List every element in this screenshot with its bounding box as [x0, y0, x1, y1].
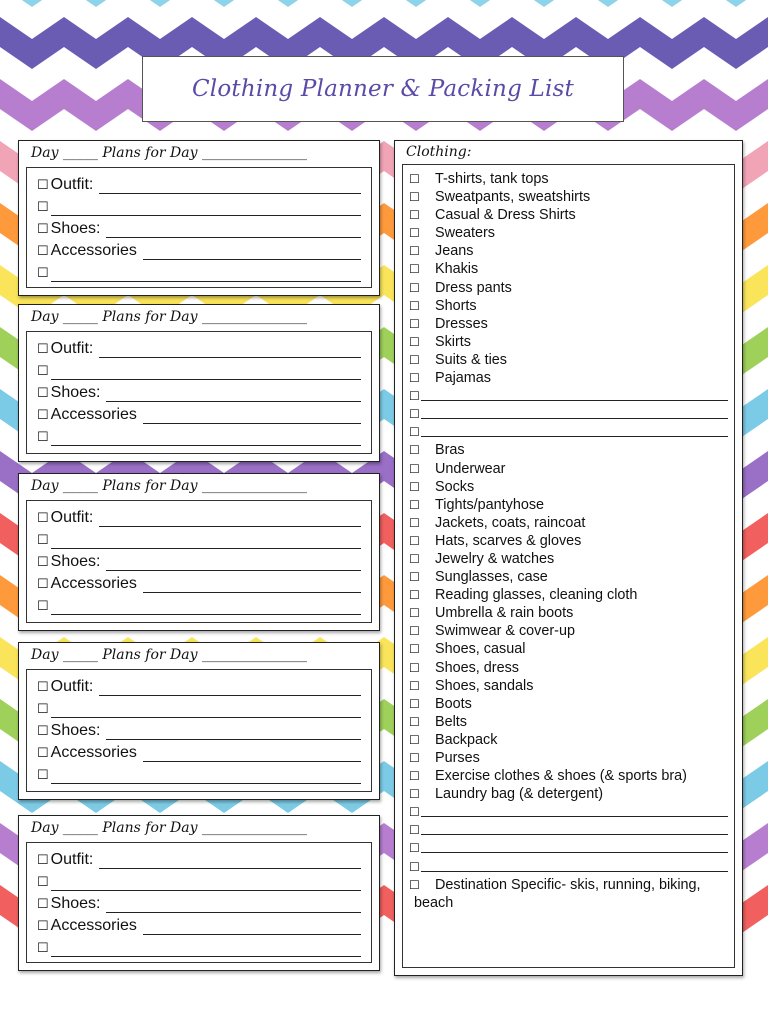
write-in-line[interactable] — [51, 597, 361, 615]
checkbox-icon[interactable]: ☐ — [37, 767, 49, 782]
day-plan-header[interactable]: Day _____ Plans for Day _______________ — [31, 145, 307, 161]
checkbox-icon[interactable]: ☐ — [37, 265, 49, 280]
clothing-item — [409, 731, 728, 749]
clothing-item — [409, 749, 728, 767]
clothing-item-label: Purses — [435, 750, 480, 766]
clothing-item — [409, 695, 728, 713]
write-in-line[interactable] — [51, 428, 361, 446]
write-in-line[interactable] — [51, 873, 361, 891]
clothing-item-label: Exercise clothes & shoes (& sports bra) — [435, 768, 687, 785]
clothing-item — [409, 550, 728, 568]
checkbox-icon[interactable]: ☐ — [409, 714, 420, 729]
checkbox-icon[interactable]: ☐ — [409, 877, 420, 892]
write-in-line[interactable] — [106, 553, 361, 571]
write-in-line[interactable] — [51, 531, 361, 549]
clothing-item — [409, 677, 728, 695]
checkbox-icon[interactable]: ☐ — [409, 787, 420, 802]
clothing-item-label: Suits & ties — [435, 351, 507, 368]
write-in-line[interactable] — [51, 939, 361, 957]
clothing-item-continuation: beach — [414, 894, 454, 911]
checkbox-icon[interactable]: ☐ — [37, 429, 49, 444]
write-in-line[interactable] — [99, 851, 361, 869]
row-label: Accessories — [50, 744, 137, 761]
row-label: Shoes: — [50, 384, 101, 401]
row-label: Shoes: — [50, 553, 101, 570]
checkbox-icon[interactable]: ☐ — [409, 732, 420, 747]
clothing-item-label: Tights/pantyhose — [435, 496, 545, 513]
checkbox-icon[interactable]: ☐ — [37, 576, 49, 591]
day-plan-header[interactable]: Day _____ Plans for Day _______________ — [31, 309, 307, 325]
clothing-item — [409, 224, 728, 242]
day-plan-row — [37, 380, 361, 402]
checkbox-icon[interactable]: ☐ — [409, 823, 420, 838]
day-plan-row — [37, 935, 361, 957]
day-plan-row — [37, 847, 361, 869]
clothing-item — [409, 369, 728, 387]
day-plan-box — [26, 500, 372, 623]
clothing-header: Clothing: — [406, 144, 472, 160]
clothing-item-label: Underwear — [435, 460, 506, 477]
day-plan-box — [26, 331, 372, 454]
clothing-item-label: Sweaters — [435, 225, 495, 242]
day-plan-row — [37, 718, 361, 740]
clothing-item-label: Backpack — [435, 731, 498, 748]
write-in-line[interactable] — [106, 220, 361, 238]
checkbox-icon[interactable]: ☐ — [409, 262, 420, 277]
day-plan-row — [37, 593, 361, 615]
checkbox-icon[interactable]: ☐ — [409, 751, 420, 765]
clothing-item-label: Casual & Dress Shirts — [435, 207, 576, 224]
clothing-blank-item — [409, 387, 728, 405]
checkbox-icon[interactable]: ☐ — [409, 208, 420, 223]
clothing-item-label: Shoes, dress — [435, 659, 519, 676]
checkbox-icon[interactable]: ☐ — [37, 363, 49, 378]
checkbox-icon[interactable]: ☐ — [409, 389, 420, 404]
row-label: Accessories — [50, 242, 137, 259]
day-plan-box — [26, 669, 372, 792]
row-label: Outfit: — [50, 678, 94, 695]
write-in-line[interactable] — [421, 405, 728, 419]
write-in-line[interactable] — [51, 362, 361, 380]
day-plan-row — [37, 238, 361, 260]
clothing-panel — [394, 140, 743, 976]
write-in-line[interactable] — [421, 387, 728, 401]
write-in-line[interactable] — [99, 678, 361, 696]
clothing-item — [409, 297, 728, 315]
row-label: Outfit: — [50, 176, 94, 193]
write-in-line[interactable] — [51, 198, 361, 216]
chevron-stripe — [0, 0, 768, 7]
checkbox-icon[interactable]: ☐ — [409, 533, 420, 548]
clothing-item-label: Sunglasses, case — [435, 569, 548, 586]
write-in-line[interactable] — [421, 803, 728, 817]
clothing-item-label: Laundry bag (& detergent) — [435, 786, 604, 803]
clothing-item — [409, 496, 728, 514]
row-label: Shoes: — [50, 220, 101, 237]
write-in-line[interactable] — [143, 744, 361, 762]
write-in-line[interactable] — [421, 423, 728, 437]
row-label: Outfit: — [50, 851, 94, 868]
checkbox-icon[interactable]: ☐ — [37, 745, 49, 760]
day-plan-row — [37, 402, 361, 424]
clothing-item-label: Sweatpants, sweatshirts — [435, 189, 591, 206]
checkbox-icon[interactable]: ☐ — [409, 352, 420, 367]
day-plan-row — [37, 762, 361, 784]
checkbox-icon[interactable]: ☐ — [37, 723, 49, 738]
checkbox-icon[interactable]: ☐ — [409, 425, 420, 440]
clothing-item — [409, 604, 728, 622]
checkbox-icon[interactable]: ☐ — [409, 443, 420, 458]
clothing-item — [409, 170, 728, 188]
clothing-item — [409, 478, 728, 496]
title-box — [142, 56, 624, 122]
checkbox-icon[interactable]: ☐ — [37, 341, 49, 356]
clothing-item-label: Skirts — [435, 333, 471, 350]
clothing-item-label: Dress pants — [435, 279, 512, 296]
checkbox-icon[interactable]: ☐ — [409, 769, 420, 784]
day-plan-row — [37, 336, 361, 358]
clothing-item — [409, 876, 728, 912]
day-plan-row — [37, 527, 361, 549]
checkbox-icon[interactable]: ☐ — [409, 551, 420, 566]
day-plan-header[interactable]: Day _____ Plans for Day _______________ — [31, 647, 307, 663]
day-plan-header[interactable]: Day _____ Plans for Day _______________ — [31, 478, 307, 494]
day-plan-row — [37, 505, 361, 527]
write-in-line[interactable] — [106, 384, 361, 402]
clothing-item — [409, 188, 728, 206]
write-in-line[interactable] — [51, 700, 361, 718]
clothing-item-label: Pajamas — [435, 370, 491, 387]
page-title: Clothing Planner & Packing List — [192, 76, 574, 102]
clothing-item — [409, 532, 728, 550]
day-plan-row — [37, 696, 361, 718]
row-label: Accessories — [50, 406, 137, 423]
checkbox-icon[interactable]: ☐ — [409, 172, 420, 186]
day-plan-row — [37, 216, 361, 238]
clothing-item — [409, 568, 728, 586]
checkbox-icon[interactable]: ☐ — [409, 678, 420, 693]
checkbox-icon[interactable]: ☐ — [409, 479, 420, 494]
checkbox-icon[interactable]: ☐ — [409, 841, 420, 856]
clothing-item — [409, 713, 728, 731]
write-in-line[interactable] — [143, 575, 361, 593]
checkbox-icon[interactable]: ☐ — [409, 461, 420, 476]
checkbox-icon[interactable]: ☐ — [409, 407, 420, 422]
checkbox-icon[interactable]: ☐ — [409, 226, 420, 241]
clothing-item-label: Dresses — [435, 315, 488, 332]
write-in-line[interactable] — [99, 509, 361, 527]
clothing-item-label: Destination Specific- skis, running, biking, — [435, 876, 701, 893]
day-plan-panel — [18, 140, 380, 296]
clothing-item-label: Khakis — [435, 261, 479, 278]
clothing-item — [409, 767, 728, 785]
day-plan-row — [37, 260, 361, 282]
clothing-item — [409, 622, 728, 640]
checkbox-icon[interactable]: ☐ — [409, 244, 420, 259]
clothing-item — [409, 441, 728, 459]
clothing-blank-item — [409, 405, 728, 423]
write-in-line[interactable] — [421, 858, 728, 872]
row-label: Shoes: — [50, 722, 101, 739]
checkbox-icon[interactable]: ☐ — [37, 598, 49, 613]
clothing-item-label: T-shirts, tank tops — [435, 171, 549, 187]
checkbox-icon[interactable]: ☐ — [409, 316, 420, 331]
day-plan-row — [37, 358, 361, 380]
checkbox-icon[interactable]: ☐ — [409, 280, 420, 295]
day-plan-box — [26, 167, 372, 288]
checkbox-icon[interactable]: ☐ — [37, 532, 49, 547]
checkbox-icon[interactable]: ☐ — [409, 371, 420, 386]
write-in-line[interactable] — [106, 895, 361, 913]
row-label: Accessories — [50, 575, 137, 592]
checkbox-icon[interactable]: ☐ — [37, 940, 49, 955]
checkbox-icon[interactable]: ☐ — [37, 554, 49, 569]
clothing-blank-item — [409, 839, 728, 857]
checkbox-icon[interactable]: ☐ — [409, 805, 420, 820]
clothing-item — [409, 351, 728, 369]
checkbox-icon[interactable]: ☐ — [37, 221, 49, 236]
write-in-line[interactable] — [421, 821, 728, 835]
checkbox-icon[interactable]: ☐ — [409, 606, 420, 621]
checkbox-icon[interactable]: ☐ — [37, 199, 49, 214]
day-plan-panel — [18, 304, 380, 462]
clothing-item — [409, 242, 728, 260]
checkbox-icon[interactable]: ☐ — [409, 334, 420, 349]
checkbox-icon[interactable]: ☐ — [37, 385, 49, 400]
checkbox-icon[interactable]: ☐ — [409, 497, 420, 512]
write-in-line[interactable] — [143, 242, 361, 260]
day-plan-box — [26, 842, 372, 963]
clothing-item-label: Hats, scarves & gloves — [435, 532, 582, 549]
checkbox-icon[interactable]: ☐ — [37, 243, 49, 258]
write-in-line[interactable] — [51, 264, 361, 282]
day-plan-row — [37, 869, 361, 891]
day-plan-panel — [18, 473, 380, 631]
clothing-item-label: Jeans — [435, 243, 474, 260]
clothing-item-label: Swimwear & cover-up — [435, 623, 575, 640]
write-in-line[interactable] — [51, 766, 361, 784]
checkbox-icon[interactable]: ☐ — [37, 852, 49, 867]
clothing-item — [409, 315, 728, 333]
checkbox-icon[interactable]: ☐ — [37, 874, 49, 889]
clothing-items — [409, 170, 728, 912]
checkbox-icon[interactable]: ☐ — [37, 896, 49, 911]
clothing-item — [409, 659, 728, 677]
row-label: Outfit: — [50, 509, 94, 526]
clothing-blank-item — [409, 423, 728, 441]
clothing-item — [409, 785, 728, 803]
clothing-blank-item — [409, 821, 728, 839]
clothing-item-label: Shoes, sandals — [435, 677, 534, 694]
write-in-line[interactable] — [143, 406, 361, 424]
checkbox-icon[interactable]: ☐ — [409, 660, 420, 675]
clothing-item — [409, 333, 728, 351]
checkbox-icon[interactable]: ☐ — [37, 510, 49, 525]
day-plan-panel — [18, 642, 380, 800]
clothing-item-label: Socks — [435, 478, 475, 495]
checkbox-icon[interactable]: ☐ — [37, 701, 49, 716]
checkbox-icon[interactable]: ☐ — [409, 642, 420, 657]
checkbox-icon[interactable]: ☐ — [37, 407, 49, 422]
clothing-item-label: Umbrella & rain boots — [435, 605, 574, 622]
clothing-item-label: Jackets, coats, raincoat — [435, 514, 586, 531]
day-plan-row — [37, 674, 361, 696]
day-plan-row — [37, 571, 361, 593]
row-label: Shoes: — [50, 895, 101, 912]
checkbox-icon[interactable]: ☐ — [409, 515, 420, 530]
checkbox-icon[interactable]: ☐ — [409, 588, 420, 603]
row-label: Accessories — [50, 917, 137, 934]
clothing-blank-item — [409, 803, 728, 821]
day-plan-panel — [18, 815, 380, 971]
write-in-line[interactable] — [99, 340, 361, 358]
day-plan-row — [37, 194, 361, 216]
day-plan-row — [37, 424, 361, 446]
clothing-item — [409, 260, 728, 278]
day-plan-row — [37, 549, 361, 571]
clothing-item-label: Boots — [435, 695, 472, 712]
clothing-item-label: Jewelry & watches — [435, 550, 555, 567]
checkbox-icon[interactable]: ☐ — [409, 696, 420, 711]
day-plan-header[interactable]: Day _____ Plans for Day _______________ — [31, 820, 307, 836]
write-in-line[interactable] — [99, 176, 361, 194]
clothing-item — [409, 640, 728, 658]
checkbox-icon[interactable]: ☐ — [409, 624, 420, 639]
checkbox-icon[interactable]: ☐ — [37, 679, 49, 694]
day-plan-row — [37, 740, 361, 762]
checkbox-icon[interactable]: ☐ — [37, 177, 49, 192]
write-in-line[interactable] — [106, 722, 361, 740]
row-label: Outfit: — [50, 340, 94, 357]
day-plan-row — [37, 172, 361, 194]
clothing-blank-item — [409, 858, 728, 876]
checkbox-icon[interactable]: ☐ — [409, 190, 420, 205]
checkbox-icon[interactable]: ☐ — [409, 859, 420, 874]
clothing-item-label: Shoes, casual — [435, 641, 526, 658]
clothing-item-label: Belts — [435, 713, 467, 730]
checkbox-icon[interactable]: ☐ — [409, 570, 420, 585]
clothing-item — [409, 514, 728, 532]
clothing-item-label: Bras — [435, 442, 465, 459]
day-plan-row — [37, 913, 361, 935]
clothing-item — [409, 586, 728, 604]
checkbox-icon[interactable]: ☐ — [37, 918, 49, 933]
write-in-line[interactable] — [143, 917, 361, 935]
clothing-item — [409, 279, 728, 297]
write-in-line[interactable] — [421, 839, 728, 853]
clothing-list-box — [402, 164, 735, 968]
clothing-item — [409, 206, 728, 224]
checkbox-icon[interactable]: ☐ — [409, 298, 420, 313]
clothing-item-label: Shorts — [435, 297, 477, 314]
clothing-item-label: Reading glasses, cleaning cloth — [435, 587, 638, 604]
clothing-item — [409, 460, 728, 478]
day-plan-row — [37, 891, 361, 913]
